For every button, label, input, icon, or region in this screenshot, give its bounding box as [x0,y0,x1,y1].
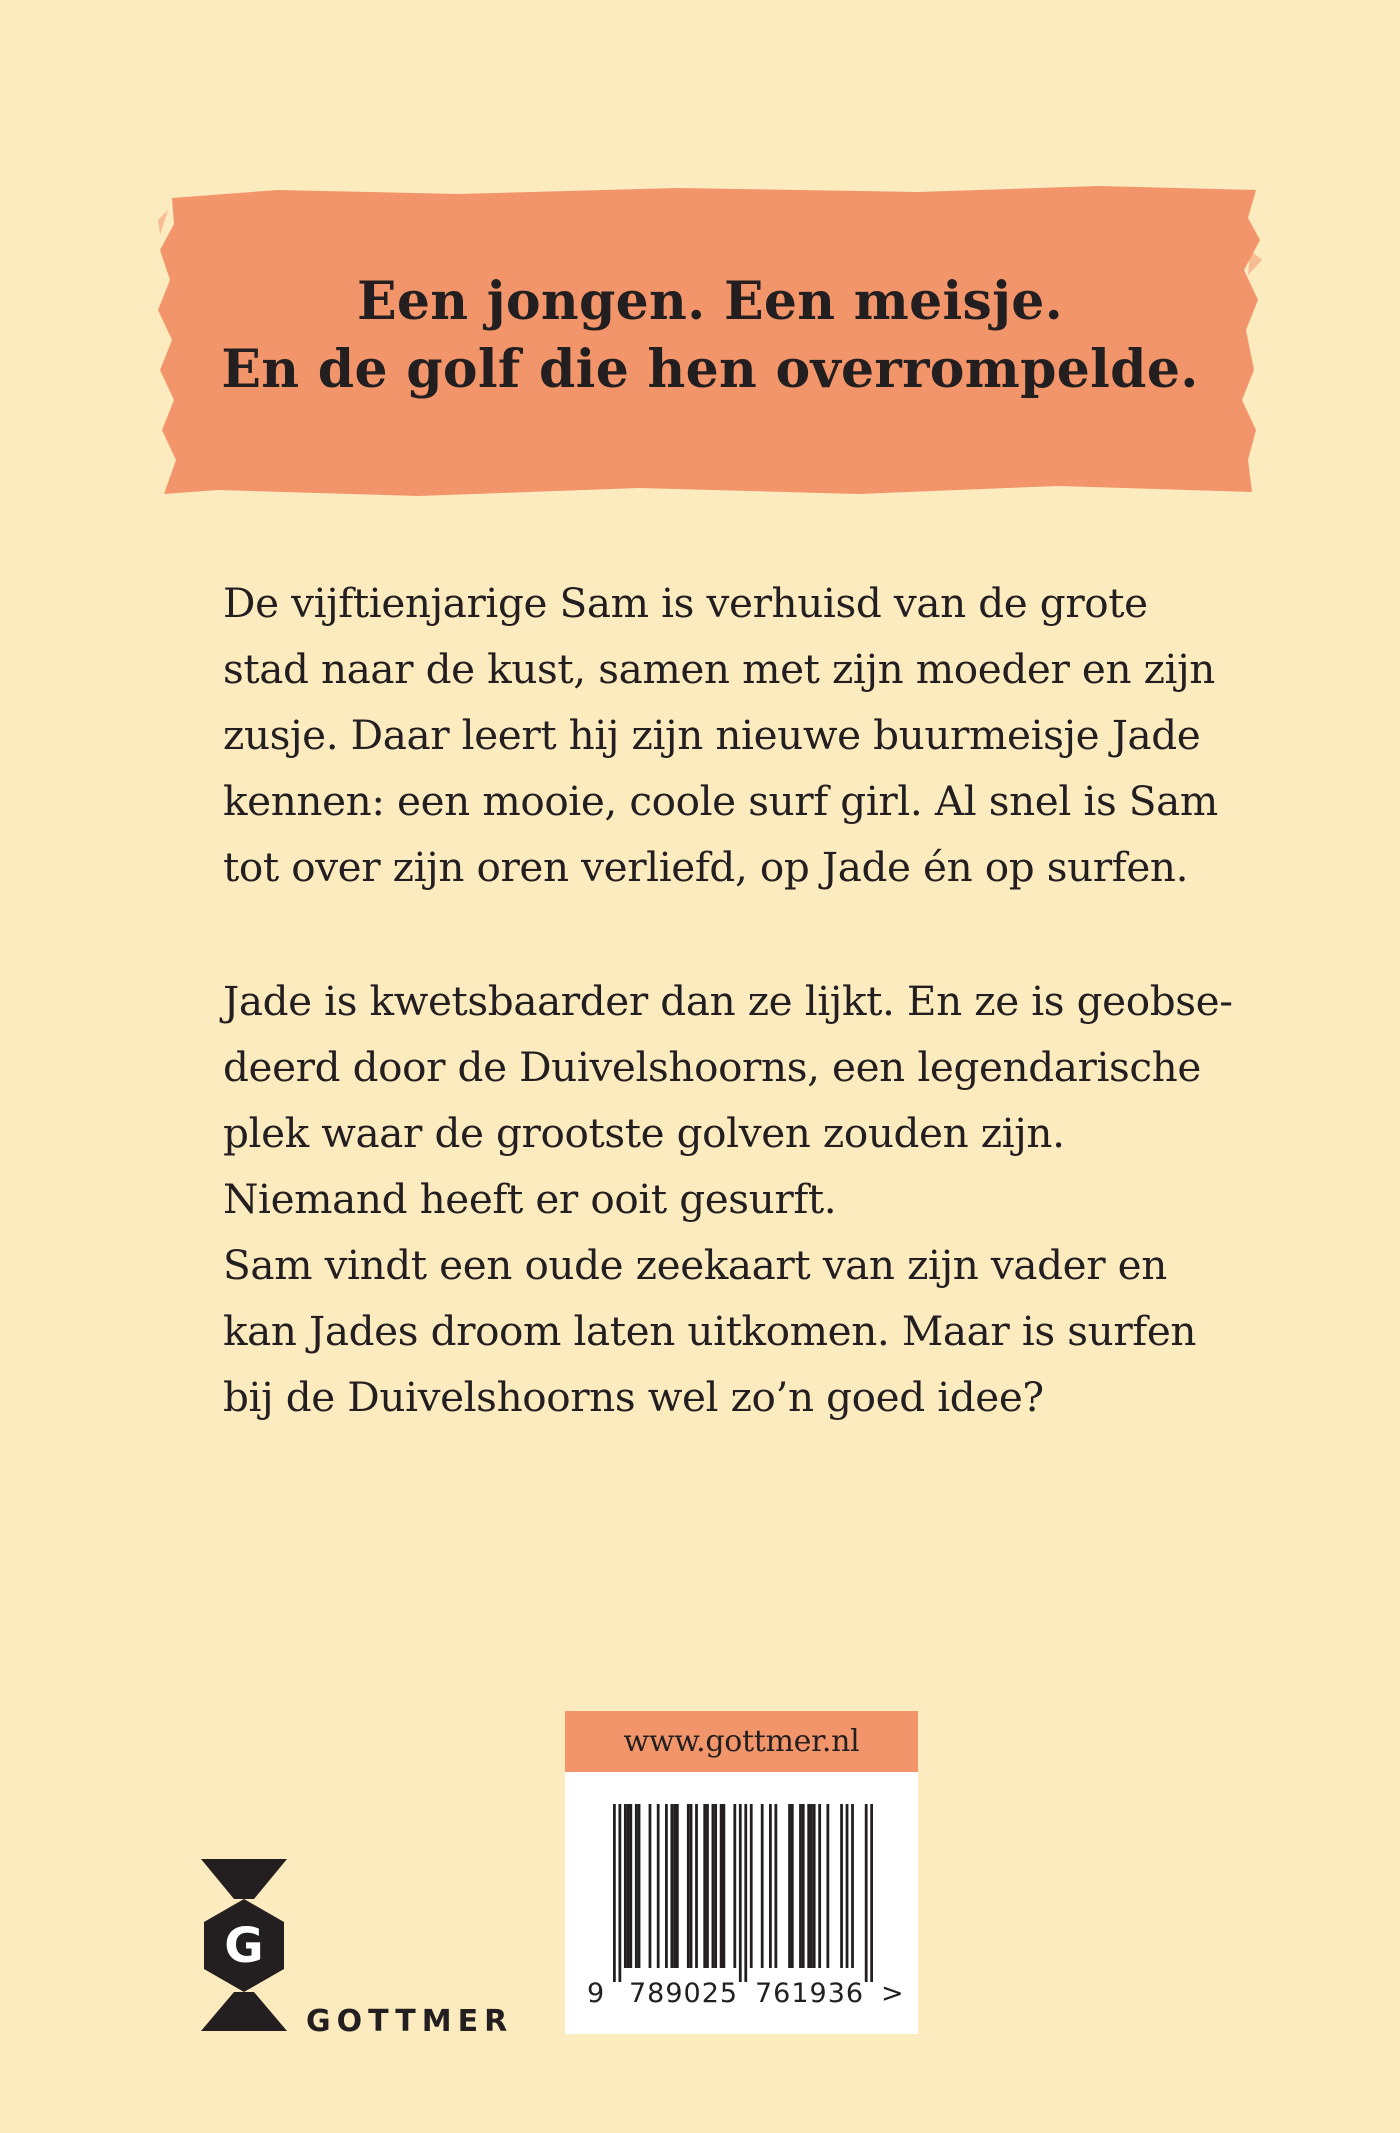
barcode-end-mark: > [881,1978,905,2009]
barcode-bar [840,1804,843,1968]
barcode-bar [750,1804,753,1968]
blurb-line: De vijftienjarige Sam is verhuisd van de grote [223,579,1148,627]
blurb-line: kennen: een mooie, coole surf girl. Al snel is Sam [223,777,1218,825]
blurb-line: Sam vindt een oude zeekaart van zijn vader en [223,1241,1167,1289]
barcode-bar [813,1804,816,1968]
barcode-bar [690,1804,693,1968]
barcode-bar [761,1804,764,1968]
publisher-website: www.gottmer.nl [565,1711,918,1772]
barcode-bar [870,1804,873,1982]
barcode-bars [613,1804,873,1982]
tagline-line-2: En de golf die hen overrompelde. [221,339,1199,400]
blurb-line: plek waar de grootste golven zouden zijn. [223,1109,1065,1157]
barcode-bar [791,1804,794,1968]
barcode-digits-left: 789025 [629,1978,739,2009]
barcode-bar [810,1804,813,1968]
barcode-bar [802,1804,805,1968]
barcode-bar [714,1804,717,1968]
blurb-paragraph-1 [223,570,1223,900]
barcode-bar [807,1804,810,1968]
barcode-bar [722,1804,725,1968]
barcode-bar [695,1804,698,1968]
barcode-bar [720,1804,723,1968]
blurb-line: deerd door de Duivelshoorns, een legendarische [223,1043,1201,1091]
barcode-bar [712,1804,715,1968]
blurb-line: Niemand heeft er ooit gesurft. [223,1175,837,1223]
barcode-lead-digit: 9 [587,1978,606,2009]
barcode-bar [687,1804,690,1968]
blurb-line: kan Jades droom laten uitkomen. Maar is surfen [223,1307,1197,1355]
barcode-bar [799,1804,802,1968]
barcode-bar [846,1804,849,1968]
barcode-bar [706,1804,709,1968]
barcode-bar [769,1804,772,1968]
blurb-line: tot over zijn oren verliefd, op Jade én op surfen. [223,843,1189,891]
barcode-bar [627,1804,630,1968]
tagline-line-1: Een jongen. Een meisje. [356,271,1064,332]
gottmer-logo-icon [201,1859,287,2031]
barcode-bar [703,1804,706,1968]
barcode-bar [635,1804,638,1968]
blurb-line: Jade is kwetsbaarder dan ze lijkt. En ze is geobse- [223,977,1233,1025]
blurb-line: bij de Duivelshoorns wel zo’n goed idee? [223,1373,1044,1421]
barcode-bar [613,1804,616,1982]
barcode-bar [744,1804,747,1982]
barcode-bar [618,1804,621,1982]
barcode-bar [673,1804,676,1968]
barcode-bar [826,1804,829,1968]
barcode-bar [865,1804,868,1982]
isbn-barcode [565,1772,918,2034]
barcode-bar [676,1804,679,1968]
barcode-bar [733,1804,736,1968]
blurb-line: stad naar de kust, samen met zijn moeder en zijn [223,645,1215,693]
blurb-paragraph-2 [223,968,1233,1430]
barcode-bar [624,1804,627,1968]
barcode-bar [657,1804,660,1968]
logo-letter: G [224,1918,264,1974]
barcode-bar [818,1804,821,1968]
barcode-bar [665,1804,668,1968]
publisher-name: GOTTMER [306,2004,514,2039]
barcode-bar [774,1804,777,1968]
barcode-bar [788,1804,791,1968]
barcode-bar [638,1804,641,1968]
barcode-bar [649,1804,652,1968]
barcode-bar [739,1804,742,1982]
barcode-bar [851,1804,854,1968]
barcode-digits-right: 761936 [755,1978,865,2009]
blurb-line: zusje. Daar leert hij zijn nieuwe buurmeisje Jade [223,711,1201,759]
barcode-bar [670,1804,673,1968]
barcode-bar [629,1804,632,1968]
tagline [200,268,1220,404]
